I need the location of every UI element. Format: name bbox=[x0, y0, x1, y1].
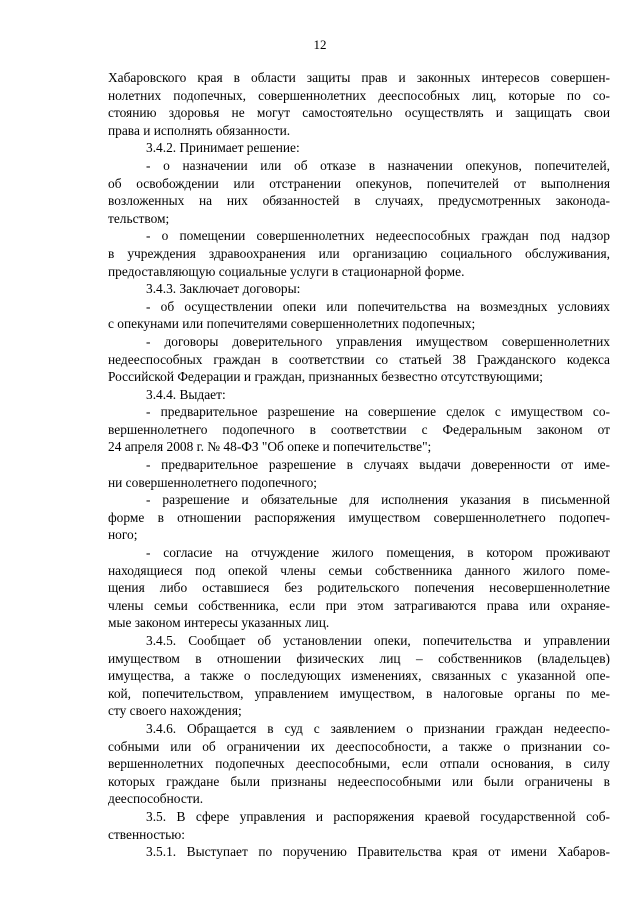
text-line: форме в отношении распоряжения имуществом совершеннолетнего подопеч- bbox=[108, 509, 610, 525]
text-line: стоянию здоровья не могут самостоятельно осуществлять и защищать свои bbox=[108, 105, 610, 121]
text-line: - согласие на отчуждение жилого помещения, в котором проживают bbox=[146, 545, 610, 561]
text-line: права и исполнять обязанности. bbox=[108, 122, 291, 138]
text-line: Хабаровского края в области защиты прав и законных интересов совершен- bbox=[108, 70, 610, 85]
text-line: собными или об ограничении их дееспособности, а также о признании со- bbox=[108, 738, 610, 754]
text-line: которых граждане были признаны недееспособными или были ограничены в bbox=[108, 773, 610, 789]
text-line: - о назначении или об отказе в назначении опекунов, попечителей, bbox=[146, 157, 610, 173]
text-line: тельством; bbox=[108, 210, 170, 226]
text-line: 3.5. В сфере управления и распоряжения краевой государственной соб- bbox=[146, 808, 610, 824]
text-line: в учреждения здравоохранения или организацию социального обслуживания, bbox=[108, 245, 610, 261]
text-line: 3.4.6. Обращается в суд с заявлением о признании граждан недееспо- bbox=[146, 720, 610, 736]
text-line: 3.4.3. Заключает договоры: bbox=[146, 281, 301, 297]
document-body bbox=[108, 69, 610, 861]
text-line: - предварительное разрешение на совершение сделок с имуществом со- bbox=[146, 404, 610, 420]
text-line: вершеннолетних подопечных дееспособными, если отпали основания, в силу bbox=[108, 756, 610, 772]
text-line: щения либо оставшиеся без родительского попечения несовершеннолетние bbox=[108, 580, 610, 596]
text-line: нолетних подопечных, совершеннолетних дееспособных лиц, которые по со- bbox=[108, 87, 610, 103]
text-line: 24 апреля 2008 г. № 48-ФЗ "Об опеке и попечительстве"; bbox=[108, 439, 432, 455]
text-line: ного; bbox=[108, 527, 138, 543]
text-line: предоставляющую социальные услуги в стационарной форме. bbox=[108, 263, 465, 279]
text-line: - об осуществлении опеки или попечительства на возмездных условиях bbox=[146, 298, 610, 314]
text-line: 3.5.1. Выступает по поручению Правительства края от имени Хабаров- bbox=[146, 844, 610, 860]
text-line: ни совершеннолетнего подопечного; bbox=[108, 474, 318, 490]
text-line: - разрешение и обязательные для исполнения указания в письменной bbox=[146, 492, 610, 508]
text-line: имущества, а также о последующих изменениях, связанных с указанной опе- bbox=[108, 668, 610, 684]
text-line: мые законом интересы указанных лиц. bbox=[108, 615, 330, 631]
text-line: - предварительное разрешение в случаях выдачи доверенности от име- bbox=[146, 457, 610, 473]
text-line: возложенных на них обязанностей в случаях, предусмотренных законода- bbox=[108, 193, 610, 209]
text-line: вершеннолетнего подопечного в соответствии с Федеральным законом от bbox=[108, 421, 610, 437]
page-number: 12 bbox=[313, 37, 327, 52]
text-line: - договоры доверительного управления имуществом совершеннолетних bbox=[146, 333, 610, 349]
text-line: кой, попечительством, управлением имуществом, в налоговые органы по ме- bbox=[108, 685, 610, 701]
text-line: 3.4.4. Выдает: bbox=[146, 386, 226, 402]
text-line: 3.4.5. Сообщает об установлении опеки, попечительства и управлении bbox=[146, 633, 610, 648]
text-line: Российской Федерации и граждан, признанных безвестно отсутствующими; bbox=[108, 369, 544, 385]
text-line: об освобождении или отстранении опекунов, попечителей от выполнения bbox=[108, 175, 610, 191]
text-line: недееспособных граждан в соответствии со статьей 38 Гражданского кодекса bbox=[108, 351, 610, 367]
text-line: ственностью: bbox=[108, 826, 185, 842]
text-line: 3.4.2. Принимает решение: bbox=[146, 140, 300, 156]
text-line: находящиеся под опекой члены семьи собственника данного жилого поме- bbox=[108, 562, 610, 578]
text-line: члены семьи собственника, если при этом затрагиваются права или охраняе- bbox=[108, 597, 610, 613]
text-line: - о помещении совершеннолетних недееспособных граждан под надзор bbox=[146, 228, 610, 244]
text-line: сту своего нахождения; bbox=[108, 703, 242, 719]
text-line: с опекунами или попечителями совершеннолетних подопечных; bbox=[108, 316, 476, 332]
text-line: дееспособности. bbox=[108, 791, 204, 807]
text-line: имуществом в отношении физических лиц – собственников (владельцев) bbox=[108, 650, 610, 666]
